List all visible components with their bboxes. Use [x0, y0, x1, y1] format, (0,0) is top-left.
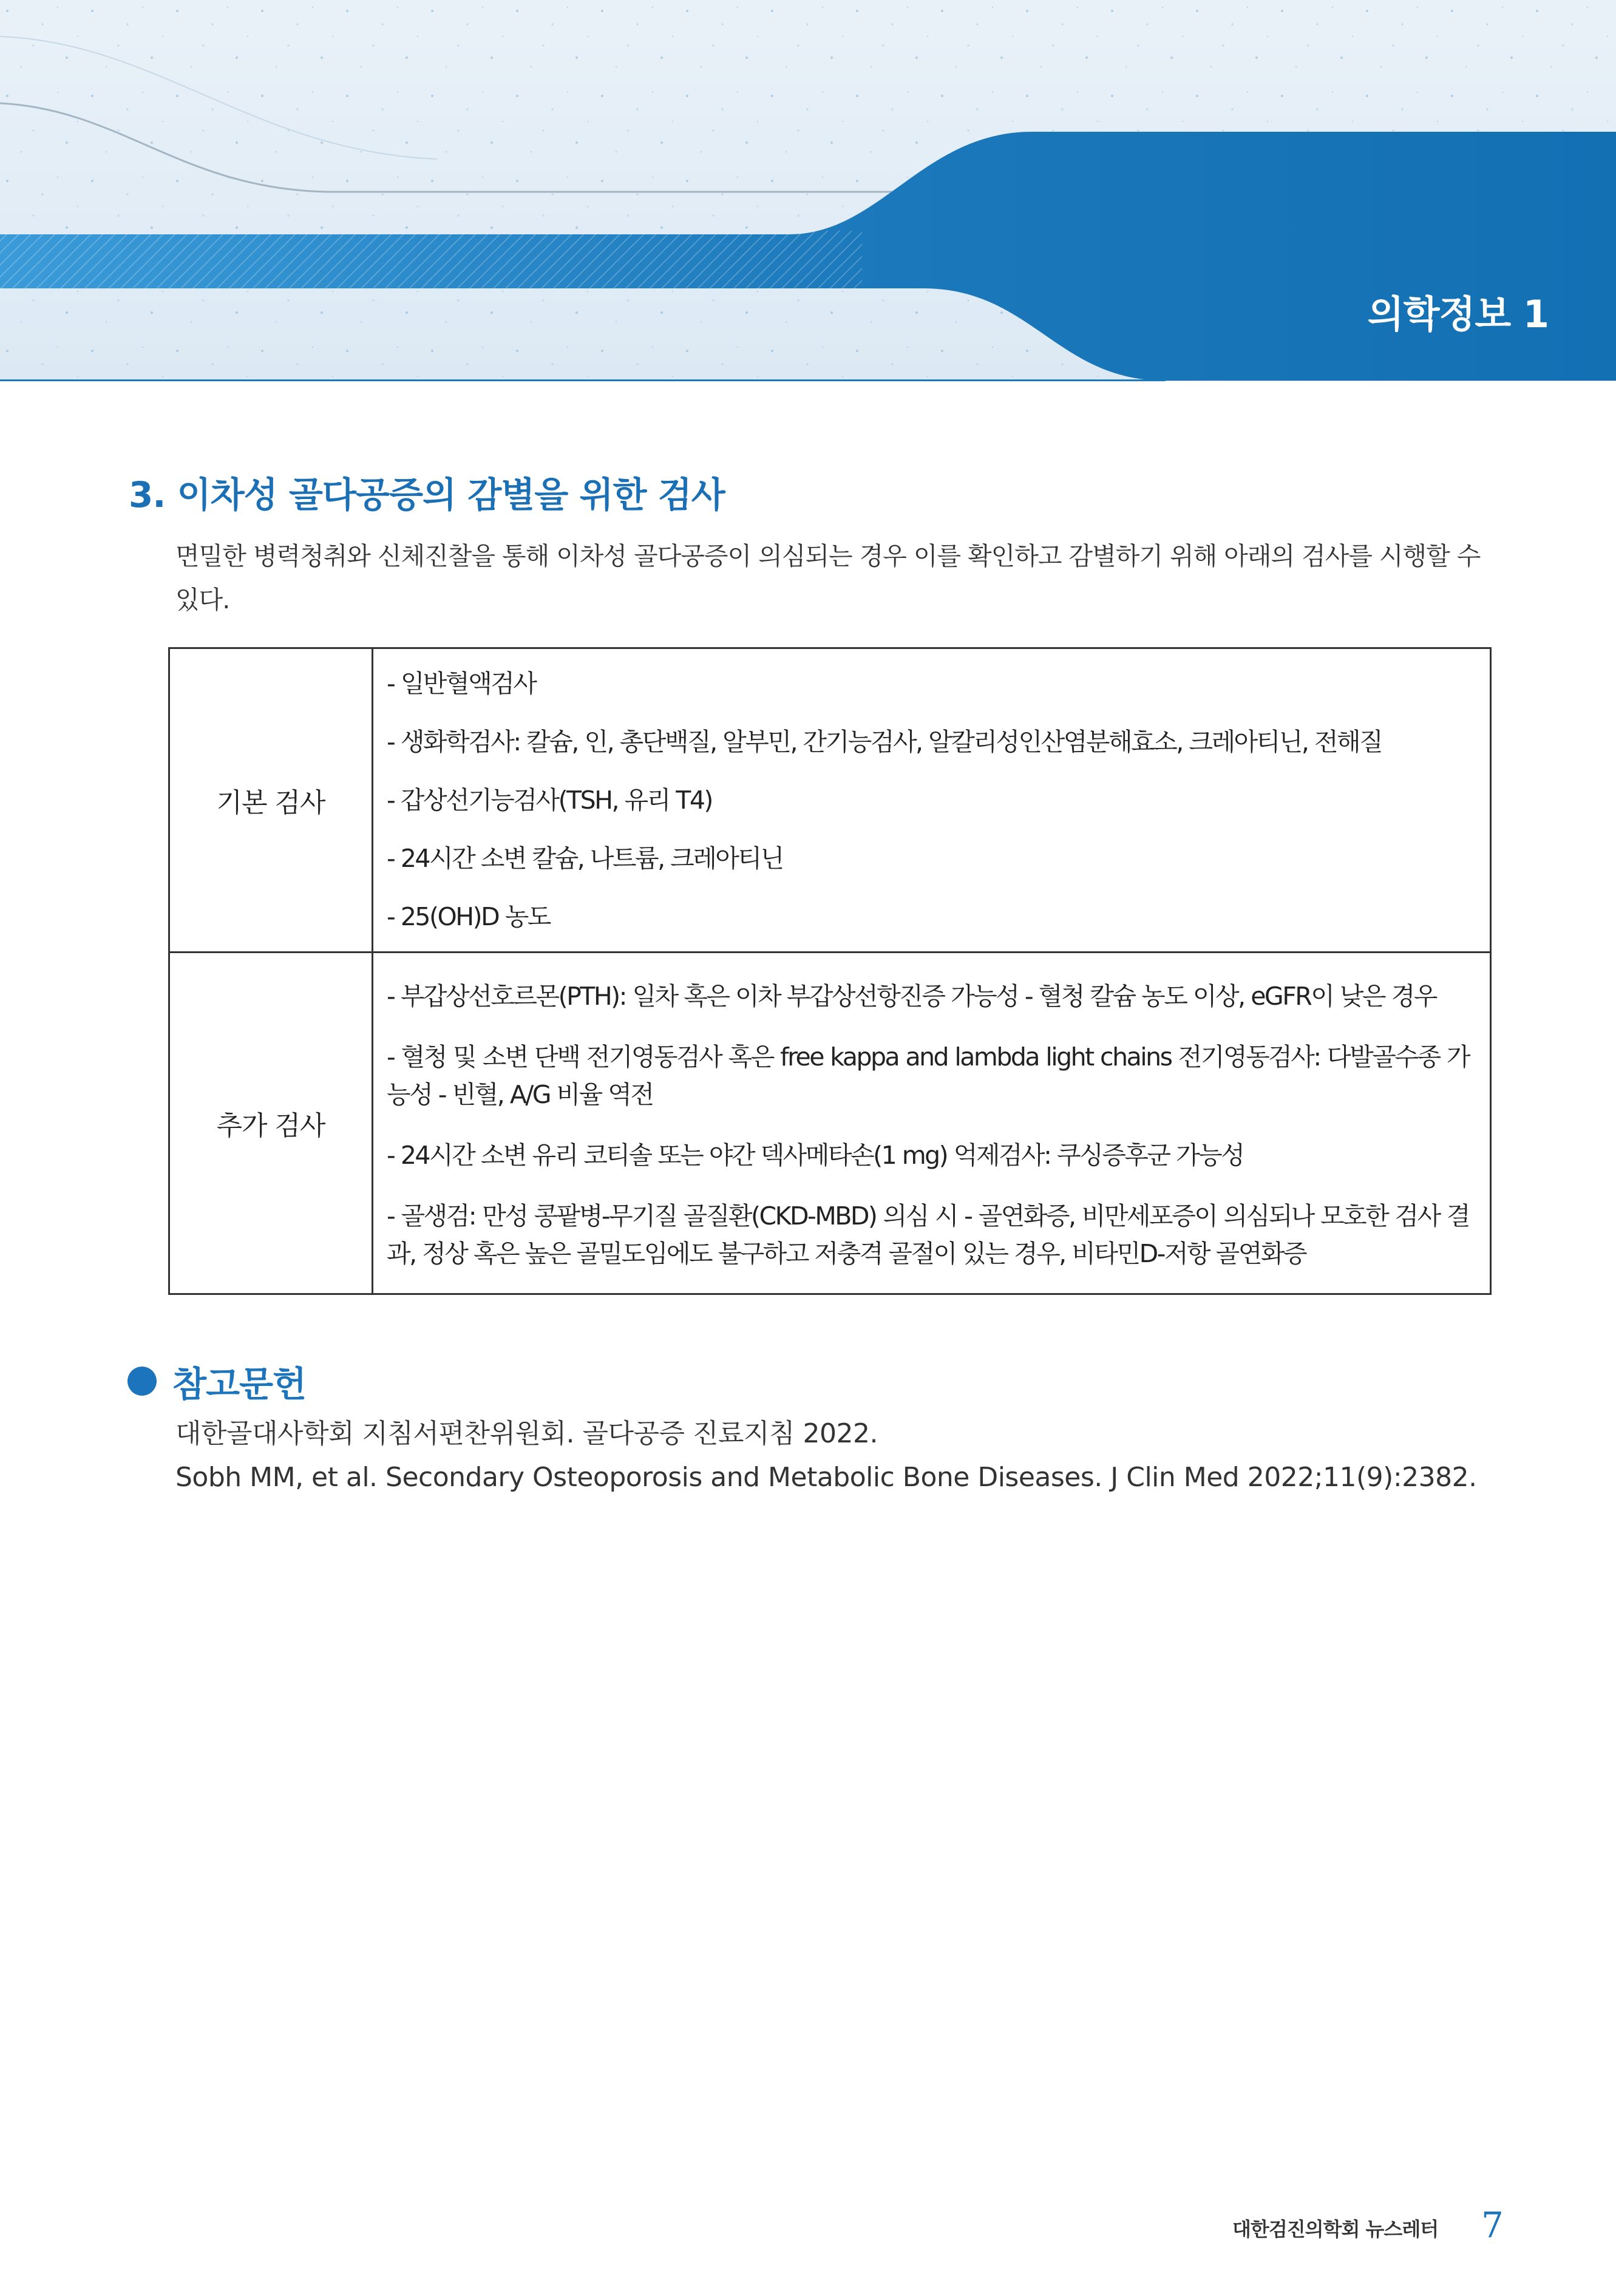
bullet-icon [127, 1367, 157, 1396]
items-cell [373, 648, 1491, 953]
list-item: - 일반혈액검사 [387, 669, 536, 698]
list-item: - 생화학검사: 칼슘, 인, 총단백질, 알부민, 간기능검사, 알칼리성인산염분해효소, 크레아티닌, 전해질 [387, 727, 1382, 756]
intro-paragraph: 면밀한 병력청취와 신체진찰을 통해 이차성 골다공증이 의심되는 경우 이를 확인하고 감별하기 위해 아래의 검사를 시행할 수 있다. [175, 542, 1481, 614]
list-item: - 25(OH)D 농도 [387, 902, 550, 931]
category-cell: 기본 검사 [169, 648, 373, 953]
footer-publication: 대한검진의학회 뉴스레터 [1232, 2218, 1439, 2241]
list-item: - 부갑상선호르몬(PTH): 일차 혹은 이차 부갑상선항진증 가능성 - 혈청 칼슘 농도 이상, eGFR이 낮은 경우 [387, 982, 1436, 1011]
table-row [169, 953, 1491, 1294]
reference-item: 대한골대사학회 지침서편찬위원회. 골다공증 진료지침 2022. [175, 1418, 878, 1449]
items-cell [373, 953, 1491, 1294]
page-title: 3. 이차성 골다공증의 감별을 위한 검사 [129, 474, 725, 515]
references-title: 참고문헌 [172, 1364, 307, 1405]
reference-item: Sobh MM, et al. Secondary Osteoporosis and Metabolic Bone Diseases. J Clin Med 2022;11(9):2382. [175, 1462, 1477, 1493]
list-item: - 골생검: 만성 콩팥병-무기질 골질환(CKD-MBD) 의심 시 - 골연화증, 비만세포증이 의심되나 모호한 검사 결과, 정상 혹은 높은 골밀도임에도 불구하고 저충격 골절이 있는 경우, 비타민D-저항 골연화증 [387, 1201, 1469, 1268]
page-number: 7 [1481, 2204, 1504, 2246]
list-item: - 갑상선기능검사(TSH, 유리 T4) [387, 786, 712, 815]
main-content [0, 474, 1616, 1500]
exam-table [168, 647, 1492, 1295]
category-cell: 추가 검사 [169, 953, 373, 1294]
references-heading [127, 1360, 1616, 1405]
list-item: - 24시간 소변 유리 코티솔 또는 야간 덱사메타손(1 mg) 억제검사: 쿠싱증후군 가능성 [387, 1141, 1244, 1170]
reference-list [175, 1412, 1547, 1500]
table-row [169, 648, 1491, 953]
list-item: - 24시간 소변 칼슘, 나트륨, 크레아티닌 [387, 844, 783, 873]
list-item: - 혈청 및 소변 단백 전기영동검사 혹은 free kappa and lambda light chains 전기영동검사: 다발골수종 가능성 - 빈혈, A/G 비율 역전 [387, 1042, 1469, 1109]
references-section [0, 1360, 1616, 1500]
section-label: 의학정보 1 [1367, 292, 1549, 336]
